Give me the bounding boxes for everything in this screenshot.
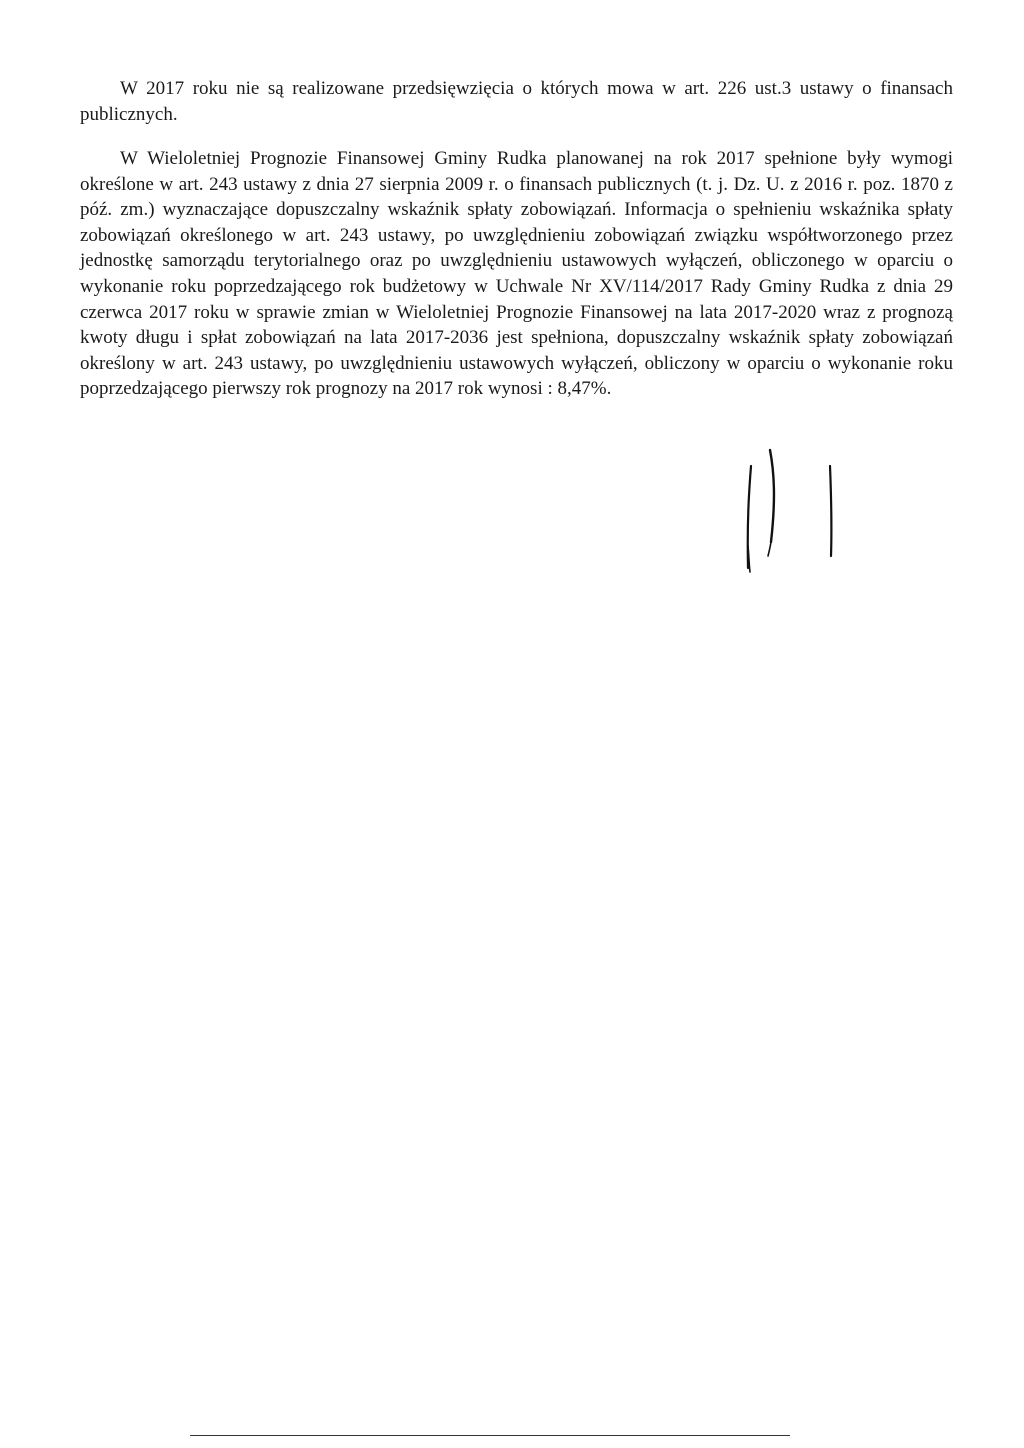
handwritten-signature	[734, 446, 844, 576]
paragraph-debt-ratio: W Wieloletniej Prognozie Finansowej Gminy Rudka planowanej na rok 2017 spełnione były wymogi określone w art. 243 ustawy z dnia 27 sierpnia 2009 r. o finansach publicznych (t. j. Dz. U. z 2016 r. poz. 1870 z póź. zm.) wyznaczające dopuszczalny wskaźnik spłaty zobowiązań. Informacja o spełnieniu wskaźnika spłaty zobowiązań określonego w art. 243 ustawy, po uwzględnieniu zobowiązań związku współtworzonego przez jednostkę samorządu terytorialnego oraz po uwzględnieniu ustawowych wyłączeń, obliczonego w oparciu o wykonanie roku poprzedzającego rok budżetowy w Uchwale Nr XV/114/2017 Rady Gminy Rudka z dnia 29 czerwca 2017 roku w sprawie zmian w Wieloletniej Prognozie Finansowej na lata 2017-2020 wraz z prognozą kwoty długu i spłat zobowiązań na lata 2017-2036 jest spełniona, dopuszczalny wskaźnik spłaty zobowiązań określony w art. 243 ustawy, po uwzględnieniu ustawowych wyłączeń, obliczony w oparciu o wykonanie roku poprzedzającego pierwszy rok prognozy na 2017 rok wynosi : 8,47%.	[80, 148, 953, 400]
paragraph-projects: W 2017 roku nie są realizowane przedsięwzięcia o których mowa w art. 226 ust.3 ustawy o finansach publicznych.	[80, 78, 953, 125]
footer-rule	[190, 1435, 790, 1436]
